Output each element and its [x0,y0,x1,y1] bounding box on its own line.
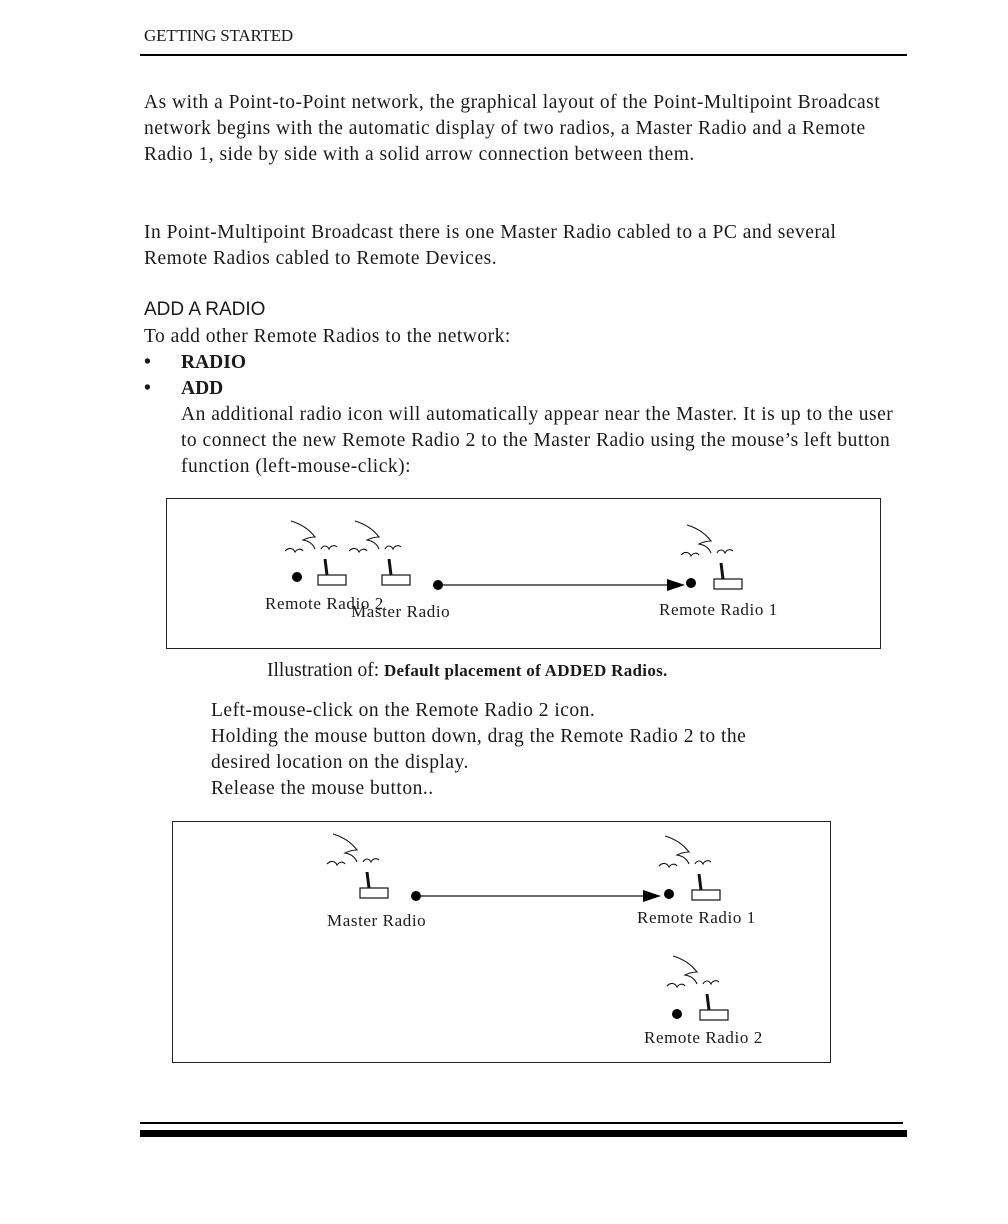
remote-radio-1-icon[interactable] [659,836,720,900]
figure-default-placement [166,498,881,649]
header-rule [140,54,907,56]
caption-prefix: Illustration of: [267,660,380,681]
master-radio-icon[interactable] [327,834,421,901]
step-3: Release the mouse button.. [211,778,434,799]
running-header: GETTING STARTED [144,26,294,45]
figure-2-diagram [173,822,830,1062]
caption-title: Default placement of ADDED Radios. [383,661,668,680]
label-remote-radio-1: Remote Radio 1 [659,600,778,619]
footer-rule-thin [140,1122,903,1124]
bullet-add-label: ADD [181,378,224,399]
connection-arrowhead [643,890,661,902]
add-description: An additional radio icon will automatically appear near the Master. It is up to the user to connect the new Remote Radio 2 to the Master Radio using the mouse’s left button function (left-mouse-click): [181,404,894,477]
label-remote-radio-2: Remote Radio 2 [265,594,384,613]
bullet-icon: • [144,378,151,399]
figure-caption [267,660,668,682]
remote-radio-2-icon[interactable] [285,521,346,585]
section-lead: To add other Remote Radios to the network: [144,326,511,347]
label-master-radio: Master Radio [327,911,427,930]
bullet-radio [144,350,246,376]
remote-radio-1-icon[interactable] [681,525,742,589]
step-1: Left-mouse-click on the Remote Radio 2 icon. [211,700,596,721]
bullet-add [144,376,223,402]
remote-radio-2-icon[interactable] [667,956,728,1020]
master-radio-icon[interactable] [349,521,443,590]
intro-paragraph-2: In Point-Multipoint Broadcast there is one Master Radio cabled to a PC and several Remote Radios cabled to Remote Devices. [144,222,837,269]
label-master-radio: Master Radio [351,602,451,621]
step-2: Holding the mouse button down, drag the Remote Radio 2 to the [211,726,747,747]
label-remote-radio-2: Remote Radio 2 [644,1028,763,1047]
intro-paragraph-1: As with a Point-to-Point network, the graphical layout of the Point-Multipoint Broadcast network begins with the automatic display of two radios, a Master Radio and a Remote Radio 1, side by side with a solid arrow connection between them. [144,92,881,165]
bullet-radio-label: RADIO [181,352,247,373]
figure-1-diagram [167,499,880,648]
section-heading: ADD A RADIO [144,299,266,320]
footer-rule-thick [140,1130,907,1137]
label-remote-radio-1: Remote Radio 1 [637,908,756,927]
connection-arrowhead [667,579,685,591]
bullet-icon: • [144,352,151,373]
step-2-continued: desired location on the display. [211,752,469,773]
figure-dragged-placement [172,821,831,1063]
